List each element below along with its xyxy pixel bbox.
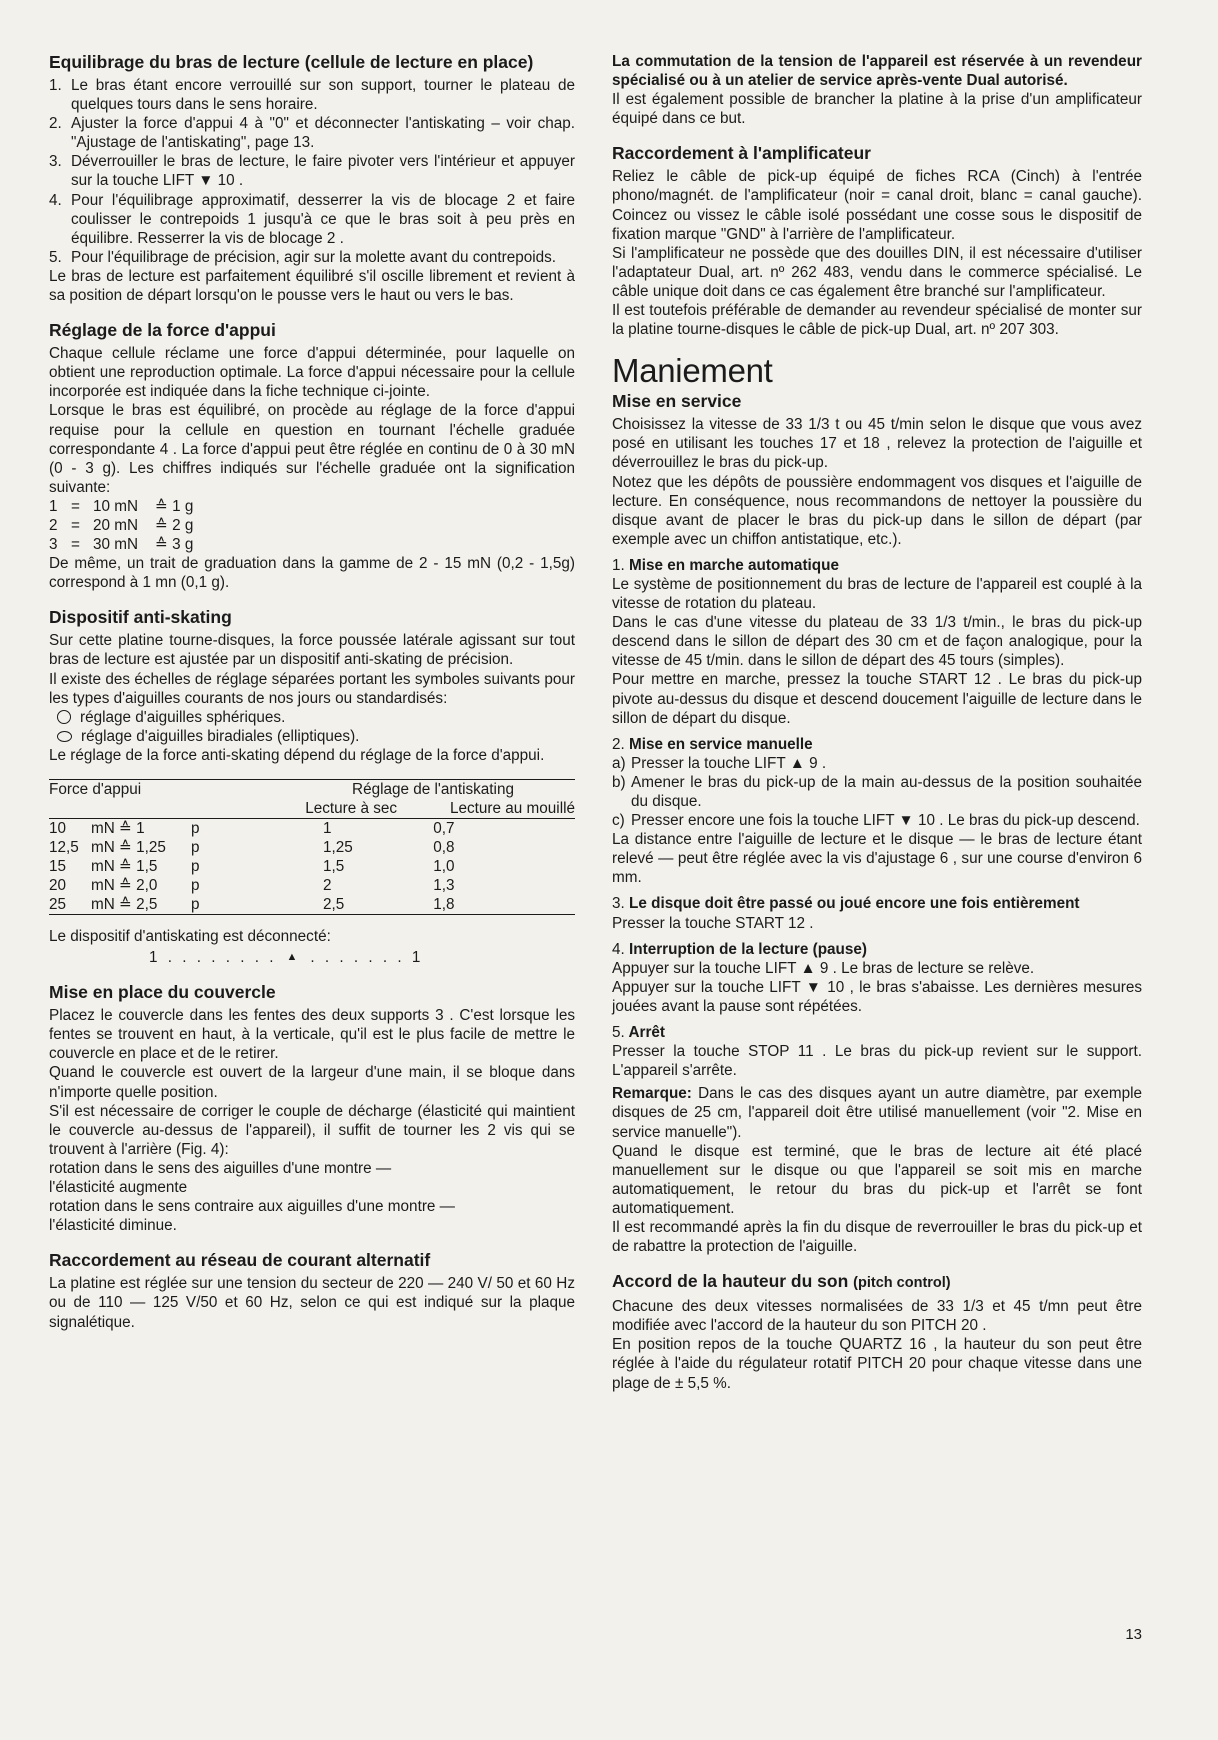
heading-cover: Mise en place du couvercle bbox=[49, 982, 276, 1003]
amp-paragraph: Il est toutefois préférable de demander au revendeur spécialisé de monter sur la platine tourne-disques le câble de pick-up Dual, art. nº 207 303. bbox=[612, 302, 1142, 339]
heading-mains: Raccordement au réseau de courant alternatif bbox=[49, 1250, 431, 1271]
cover-rotation-line: l'élasticité augmente bbox=[49, 1179, 188, 1197]
list-item: 3. Déverrouiller le bras de lecture, le faire pivoter vers l'intérieur et appuyer sur la touche LIFT ▼ 10 . bbox=[49, 153, 575, 190]
step-4-heading: 4. Interruption de la lecture (pause) bbox=[612, 940, 868, 958]
list-item: 2 = 20 mN ≙ 2 g bbox=[49, 516, 194, 534]
heading-pitch: Accord de la hauteur du son (pitch control) bbox=[612, 1271, 951, 1292]
force-paragraph: Lorsque le bras est équilibré, on procède au réglage de la force d'appui requise pour la cellule en question en tournant l'échelle graduée correspondante 4 . La force d'appui peut être réglée en continu de 0 à 30 mN (0 - 3 g). Les chiffres indiqués sur l'échelle graduée ont la signification suivante: bbox=[49, 402, 575, 496]
heading-amplifier: Raccordement à l'amplificateur bbox=[612, 143, 871, 164]
step-2-heading: 2. Mise en service manuelle bbox=[612, 735, 813, 753]
table-header-wet: Lecture au mouillé bbox=[411, 799, 575, 819]
amp-paragraph: Reliez le câble de pick-up équipé de fiches RCA (Cinch) à l'entrée phono/magnét. de l'amplificateur (noir = canal droit, blanc = canal gauche). Coincez ou vissez le câble isolé possédant une cosse sous le dispositif de fixation marque "GND" à l'arrière de l'amplificateur. bbox=[612, 168, 1142, 243]
cover-rotation-line: l'élasticité diminue. bbox=[49, 1217, 177, 1235]
left-column bbox=[49, 52, 575, 1332]
list-item: 1. Le bras étant encore verrouillé sur son support, tourner le plateau de quelques tours dans le sens horaire. bbox=[49, 77, 575, 114]
balance-note: Le bras de lecture est parfaitement équilibré s'il oscille librement et revient à sa position de départ lorsqu'on le pousse vers le haut ou vers le bas. bbox=[49, 267, 575, 305]
pitch-paragraph: Chacune des deux vitesses normalisées de 33 1/3 et 45 t/mn peut être modifiée avec l'accord de la hauteur du son PITCH 20 . bbox=[612, 1298, 1142, 1335]
antiskating-scale bbox=[149, 948, 575, 967]
table-row: 20 mN ≙ 2,0 p 2 1,3 bbox=[49, 877, 455, 894]
heading-antiskating: Dispositif anti-skating bbox=[49, 607, 232, 628]
start-paragraph: Choisissez la vitesse de 33 1/3 t ou 45 t/min selon le disque que vous avez posé en utilisant les touches 17 et 18 , relevez la protection de l'aiguille et déverrouillez le bras du pick-up. bbox=[612, 416, 1142, 472]
cover-rotation-line: rotation dans le sens contraire aux aiguilles d'une montre — bbox=[49, 1198, 455, 1216]
section-title-maniement: Maniement bbox=[612, 352, 773, 390]
mains-paragraph: La platine est réglée sur une tension du secteur de 220 — 240 V/ 50 et 60 Hz ou de 110 — 125 V/50 et 60 Hz, selon ce qui est indiqué sur la plaque signalétique. bbox=[49, 1275, 575, 1331]
list-item: c) Presser encore une fois la touche LIFT ▼ 10 . Le bras du pick-up descend. bbox=[612, 812, 1140, 830]
step-3-heading: 3. Le disque doit être passé ou joué encore une fois entièrement bbox=[612, 895, 1080, 913]
step-4-paragraph: Appuyer sur la touche LIFT ▲ 9 . Le bras de lecture se relève. bbox=[612, 959, 1035, 977]
step-1-paragraph: Dans le cas d'une vitesse du plateau de 33 1/3 t/min., le bras du pick-up descend dans le sillon de départ des 30 cm et de façon analogique, pour la vitesse de 45 t/min. dans le sillon de départ des 45 tours (simples). bbox=[612, 614, 1142, 670]
scale-right: . . . . . . . 1 bbox=[310, 949, 424, 967]
pitch-paragraph: En position repos de la touche QUARTZ 16 , la hauteur du son peut être réglée à l'aide du régulateur rotatif PITCH 20 pour chaque vitesse dans une plage de ± 5,5 %. bbox=[612, 1336, 1142, 1392]
scale-left: 1 . . . . . . . . bbox=[149, 949, 277, 967]
table-row: 12,5 mN ≙ 1,25 p 1,25 0,8 bbox=[49, 839, 455, 856]
list-item: 1 = 10 mN ≙ 1 g bbox=[49, 497, 194, 515]
voltage-notice: La commutation de la tension de l'appareil est réservée à un revendeur spécialisé ou à un atelier de service après-vente Dual autorisé. bbox=[612, 53, 1142, 90]
table-row: 25 mN ≙ 2,5 p 2,5 1,8 bbox=[49, 895, 575, 915]
heading-balance: Equilibrage du bras de lecture (cellule de lecture en place) bbox=[49, 52, 534, 72]
force-paragraph: De même, un trait de graduation dans la gamme de 2 - 15 mN (0,2 - 1,5g) correspond à 1 mn (0,1 g). bbox=[49, 555, 575, 592]
step-1-paragraph: Le système de positionnement du bras de lecture de l'appareil est couplé à la vitesse de rotation du plateau. bbox=[612, 575, 1142, 613]
voltage-paragraph: Il est également possible de brancher la platine à la prise d'un amplificateur équipé dans ce but. bbox=[612, 91, 1142, 128]
heading-start: Mise en service bbox=[612, 391, 742, 412]
antiskating-table bbox=[49, 779, 575, 915]
heading-force: Réglage de la force d'appui bbox=[49, 320, 276, 341]
list-item: 3 = 30 mN ≙ 3 g bbox=[49, 536, 194, 554]
table-header-dry: Lecture à sec bbox=[291, 799, 411, 819]
antiskating-off-text: Le dispositif d'antiskating est déconnecté: bbox=[49, 928, 331, 945]
start-paragraph: Notez que les dépôts de poussière endommagent vos disques et l'aiguille de lecture. En conséquence, nous recommandons de nettoyer la poussière du disque avant de placer le bras du pick-up dans le sillon de départ (par exemple avec un chiffon antistatique, etc.). bbox=[612, 473, 1142, 548]
anti-paragraph: Sur cette platine tourne-disques, la force poussée latérale agissant sur tout bras de lecture est ajustée par un dispositif anti-skating de précision. bbox=[49, 632, 575, 669]
step-3-paragraph: Presser la touche START 12 . bbox=[612, 914, 814, 932]
list-item: 2. Ajuster la force d'appui 4 à "0" et déconnecter l'antiskating – voir chap. "Ajustage de l'antiskating", page 13. bbox=[49, 115, 575, 152]
cover-paragraph: Quand le couvercle est ouvert de la largeur d'une main, il se bloque dans n'importe quelle position. bbox=[49, 1064, 575, 1101]
balance-steps bbox=[49, 76, 575, 267]
force-equivalence-list bbox=[49, 497, 575, 554]
step-1-heading: 1. Mise en marche automatique bbox=[612, 556, 839, 574]
anti-paragraph: Il existe des échelles de réglage séparées portant les symboles suivants pour les types d'aiguilles courants de nos jours ou standardisés: bbox=[49, 670, 575, 707]
amp-paragraph: Si l'amplificateur ne possède que des douilles DIN, il est nécessaire d'utiliser l'adaptateur Dual, art. nº 262 483, vendu dans le commerce spécialisé. Le câble unique doit dans ce cas également être branché sur l'amplificateur. bbox=[612, 244, 1142, 300]
list-item: a) Presser la touche LIFT ▲ 9 . bbox=[612, 754, 827, 772]
table-header-antiskating: Réglage de l'antiskating bbox=[291, 780, 575, 800]
end-paragraph: Quand le disque est terminé, que le bras de lecture ait été placé manuellement sur le disque ou que l'appareil se soit mis en marche automatiquement, le retour du bras du pick-up et l'arrêt se font automatiquement. bbox=[612, 1142, 1142, 1217]
step-5-heading: 5. Arrêt bbox=[612, 1024, 666, 1042]
note-paragraph: Remarque: Dans le cas des disques ayant un autre diamètre, par exemple disques de 25 cm, l'appareil doit être utilisé manuellement (voir "2. Mise en service manuelle"). bbox=[612, 1085, 1142, 1141]
biradial-symbol-row: réglage d'aiguilles biradiales (elliptiques). bbox=[57, 727, 575, 746]
cover-paragraph: Placez le couvercle dans les fentes des deux supports 3 . C'est lorsque les fentes se trouvent en haut, à la verticale, qu'il est le plus facile de mettre le couvercle en place et de le retirer. bbox=[49, 1007, 575, 1063]
table-row: 15 mN ≙ 1,5 p 1,5 1,0 bbox=[49, 858, 455, 875]
ellipse-symbol-icon bbox=[57, 731, 72, 742]
step-5-paragraph: Presser la touche STOP 11 . Le bras du pick-up revient sur le support. L'appareil s'arrête. bbox=[612, 1043, 1142, 1080]
cover-paragraph: S'il est nécessaire de corriger le couple de décharge (élasticité qui maintient le couvercle au-dessus de l'appareil), il suffit de tourner les 2 vis qui se trouvent à l'arrière (Fig. 4): bbox=[49, 1102, 575, 1158]
step-2-paragraph: La distance entre l'aiguille de lecture et le disque — le bras de lecture étant relevé — peut être réglée avec la vis d'ajustage 6 , sur une course d'environ 6 mm. bbox=[612, 831, 1142, 887]
right-column bbox=[612, 52, 1142, 1393]
table-header-force: Force d'appui bbox=[49, 780, 291, 800]
list-item: 4. Pour l'équilibrage approximatif, desserrer la vis de blocage 2 et faire coulisser le contrepoids 1 jusqu'à ce que le bras soit à peu près en équilibre. Resserrer la vis de blocage 2 . bbox=[49, 191, 575, 247]
table-row: 10 mN ≙ 1 p 1 0,7 bbox=[49, 820, 455, 837]
list-item: 5. Pour l'équilibrage de précision, agir sur la molette avant du contrepoids. bbox=[49, 248, 557, 266]
note-label: Remarque: bbox=[612, 1085, 692, 1103]
spherical-symbol-row: réglage d'aiguilles sphériques. bbox=[57, 708, 575, 727]
triangle-up-icon: ▲ bbox=[286, 951, 301, 964]
step-4-paragraph: Appuyer sur la touche LIFT ▼ 10 , le bras s'abaisse. Les dernières mesures jouées avant la pause sont répétées. bbox=[612, 978, 1142, 1015]
list-item: b) Amener le bras du pick-up de la main au-dessus de la position souhaitée du disque. bbox=[612, 773, 1142, 810]
anti-paragraph: Le réglage de la force anti-skating dépend du réglage de la force d'appui. bbox=[49, 746, 545, 764]
cover-rotation-line: rotation dans le sens des aiguilles d'une montre — bbox=[49, 1159, 392, 1177]
page-number: 13 bbox=[1125, 1626, 1142, 1643]
force-paragraph: Chaque cellule réclame une force d'appui déterminée, pour laquelle on obtient une reproduction optimale. La force d'appui nécessaire pour la cellule incorporée est indiquée dans la fiche technique ci-jointe. bbox=[49, 345, 575, 401]
step-1-paragraph: Pour mettre en marche, pressez la touche START 12 . Le bras du pick-up pivote au-dessus du disque et descend doucement l'aiguille de lecture dans le sillon de départ du disque. bbox=[612, 671, 1142, 727]
end-paragraph: Il est recommandé après la fin du disque de reverrouiller le bras du pick-up et de rabattre la protection de l'aiguille. bbox=[612, 1218, 1142, 1256]
circle-symbol-icon bbox=[57, 710, 71, 724]
